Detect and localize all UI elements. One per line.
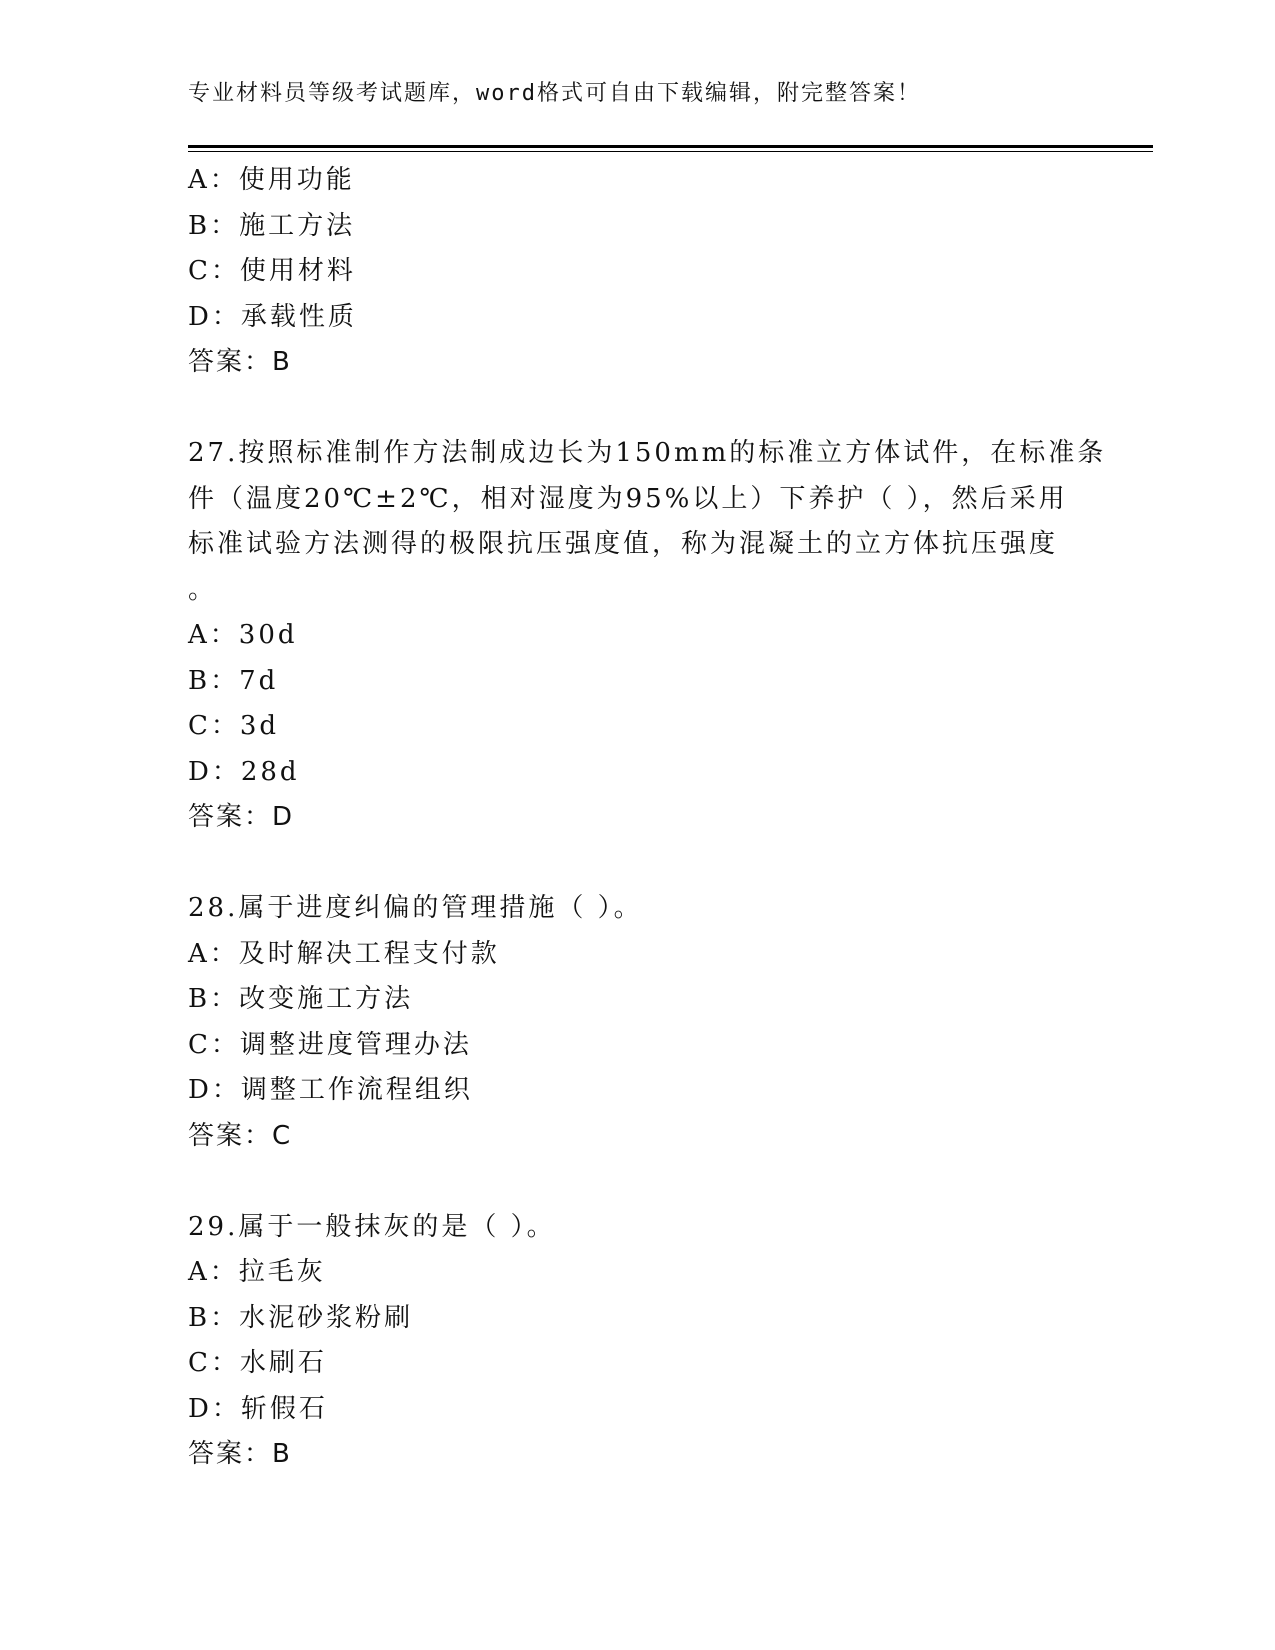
option-c: C：使用材料 (188, 256, 356, 286)
spacer (188, 386, 1088, 432)
option-d: D：调整工作流程组织 (188, 1075, 473, 1105)
spacer (188, 1159, 1088, 1205)
answer-line: 答案：B (188, 1439, 292, 1469)
question-stem-line: 28.属于进度纠偏的管理措施（ ）。 (188, 893, 643, 923)
option-d: D：28d (188, 756, 300, 787)
question-27 (188, 431, 1107, 841)
option-b: B：改变施工方法 (188, 984, 414, 1014)
header-rule-thin (188, 151, 1153, 152)
option-b: B：水泥砂浆粉刷 (188, 1302, 414, 1333)
option-a: A：30d (188, 620, 298, 650)
option-a: A：拉毛灰 (188, 1257, 326, 1287)
question-stem-line: 标准试验方法测得的极限抗压强度值，称为混凝土的立方体抗压强度 (188, 529, 1059, 559)
answer-line: 答案：C (188, 1120, 293, 1151)
option-a: A：使用功能 (188, 165, 355, 195)
option-b: B：7d (188, 665, 279, 696)
option-c: C：调整进度管理办法 (188, 1029, 472, 1060)
option-a: A：及时解决工程支付款 (188, 938, 500, 969)
page-header-text: 专业材料员等级考试题库，word格式可自由下载编辑，附完整答案！ (188, 81, 921, 106)
header-rule-thick (188, 145, 1153, 148)
answer-line: 答案：B (188, 347, 292, 377)
question-26-continued (188, 158, 1088, 386)
option-c: C：3d (188, 711, 280, 741)
question-stem-line: 29.属于一般抹灰的是（ ）。 (188, 1211, 556, 1242)
spacer (188, 841, 1088, 887)
question-28 (188, 886, 1088, 1159)
question-stem-line: 件（温度20℃±2℃，相对湿度为95%以上）下养护（ ），然后采用 (188, 483, 1068, 514)
option-d: D：斩假石 (188, 1393, 328, 1424)
option-b: B：施工方法 (188, 210, 356, 241)
option-d: D：承载性质 (188, 301, 357, 332)
question-29 (188, 1205, 1088, 1478)
question-stem-line: 。 (188, 574, 218, 605)
option-c: C：水刷石 (188, 1348, 327, 1378)
question-stem-line: 27.按照标准制作方法制成边长为150mm的标准立方体试件，在标准条 (188, 438, 1107, 468)
question-list (188, 158, 1107, 1478)
answer-line: 答案：D (188, 802, 295, 832)
